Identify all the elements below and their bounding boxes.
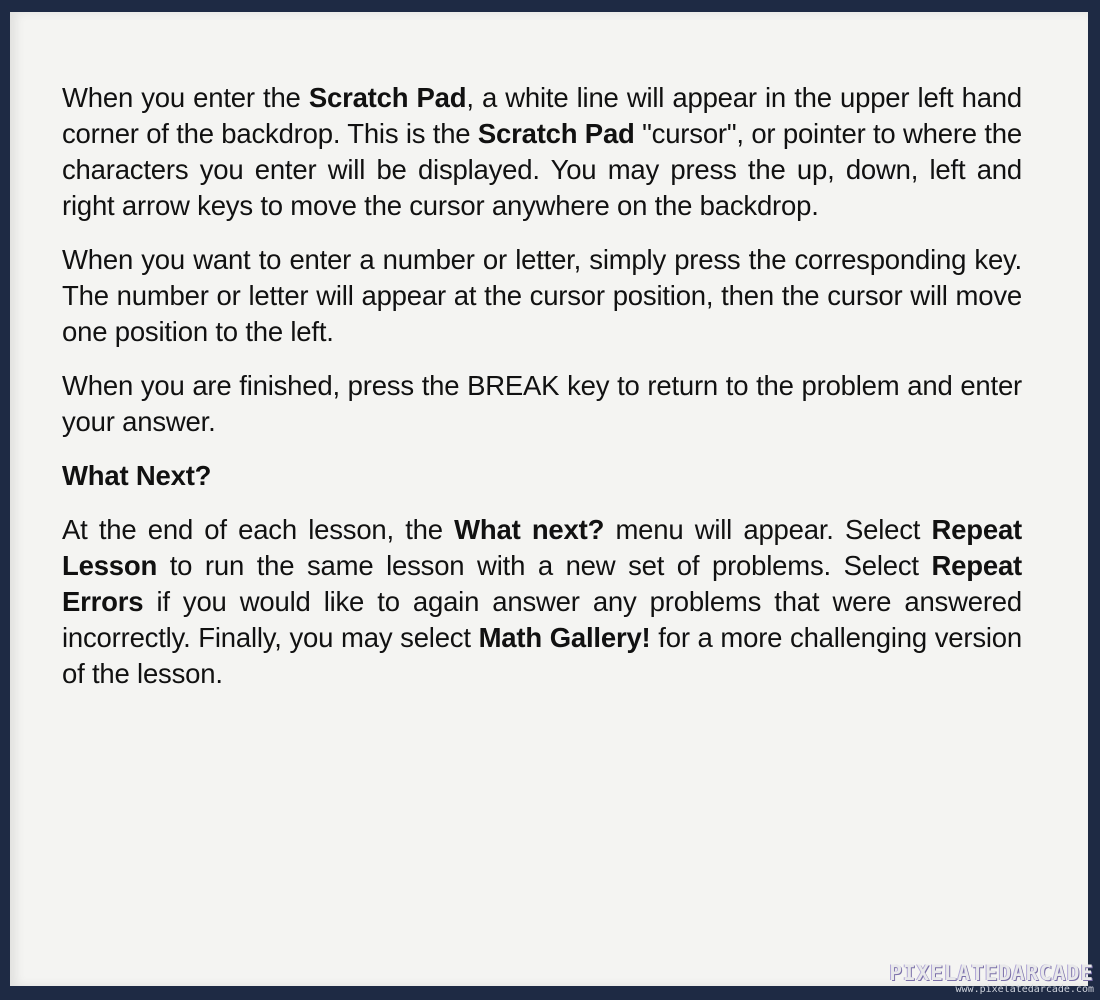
- watermark-url: www.pixelatedarcade.com: [955, 984, 1094, 995]
- what-next-term: What next?: [454, 514, 605, 545]
- break-key-paragraph: When you are finished, press the BREAK key to return to the problem and enter your answer.: [62, 370, 1022, 437]
- manual-page: [10, 12, 1088, 986]
- scratch-pad-paragraph: When you enter the Scratch Pad, a white line will appear in the upper left hand corner of the backdrop. This is the Scratch Pad "cursor", or pointer to where the characters you enter will be displayed. You may press the up, down, left and right arrow keys to move the cursor anywhere on the backdrop.: [62, 82, 1022, 221]
- watermark: [889, 962, 1094, 996]
- enter-character-paragraph: When you want to enter a number or letter, simply press the corresponding key. The number or letter will appear at the cursor position, then the cursor will move one position to the left.: [62, 244, 1022, 347]
- watermark-logo: PIXELATEDARCADE: [889, 961, 1094, 985]
- what-next-paragraph: At the end of each lesson, the What next? menu will appear. Select Repeat Lesson to run the same lesson with a new set of problems. Select Repeat Errors if you would like to again answer any problems that were answered incorrectly. Finally, you may select Math Gallery! for a more challenging version of the lesson.: [62, 514, 1022, 689]
- section-heading: What Next?: [62, 460, 212, 491]
- math-gallery-term: Math Gallery!: [478, 622, 651, 653]
- repeat-errors-term: Repeat Errors: [62, 550, 1022, 617]
- page-content: [62, 80, 1022, 710]
- scratch-pad-term: Scratch Pad: [477, 118, 635, 149]
- repeat-lesson-term: Repeat Lesson: [62, 514, 1022, 581]
- scratch-pad-term: Scratch Pad: [308, 82, 467, 113]
